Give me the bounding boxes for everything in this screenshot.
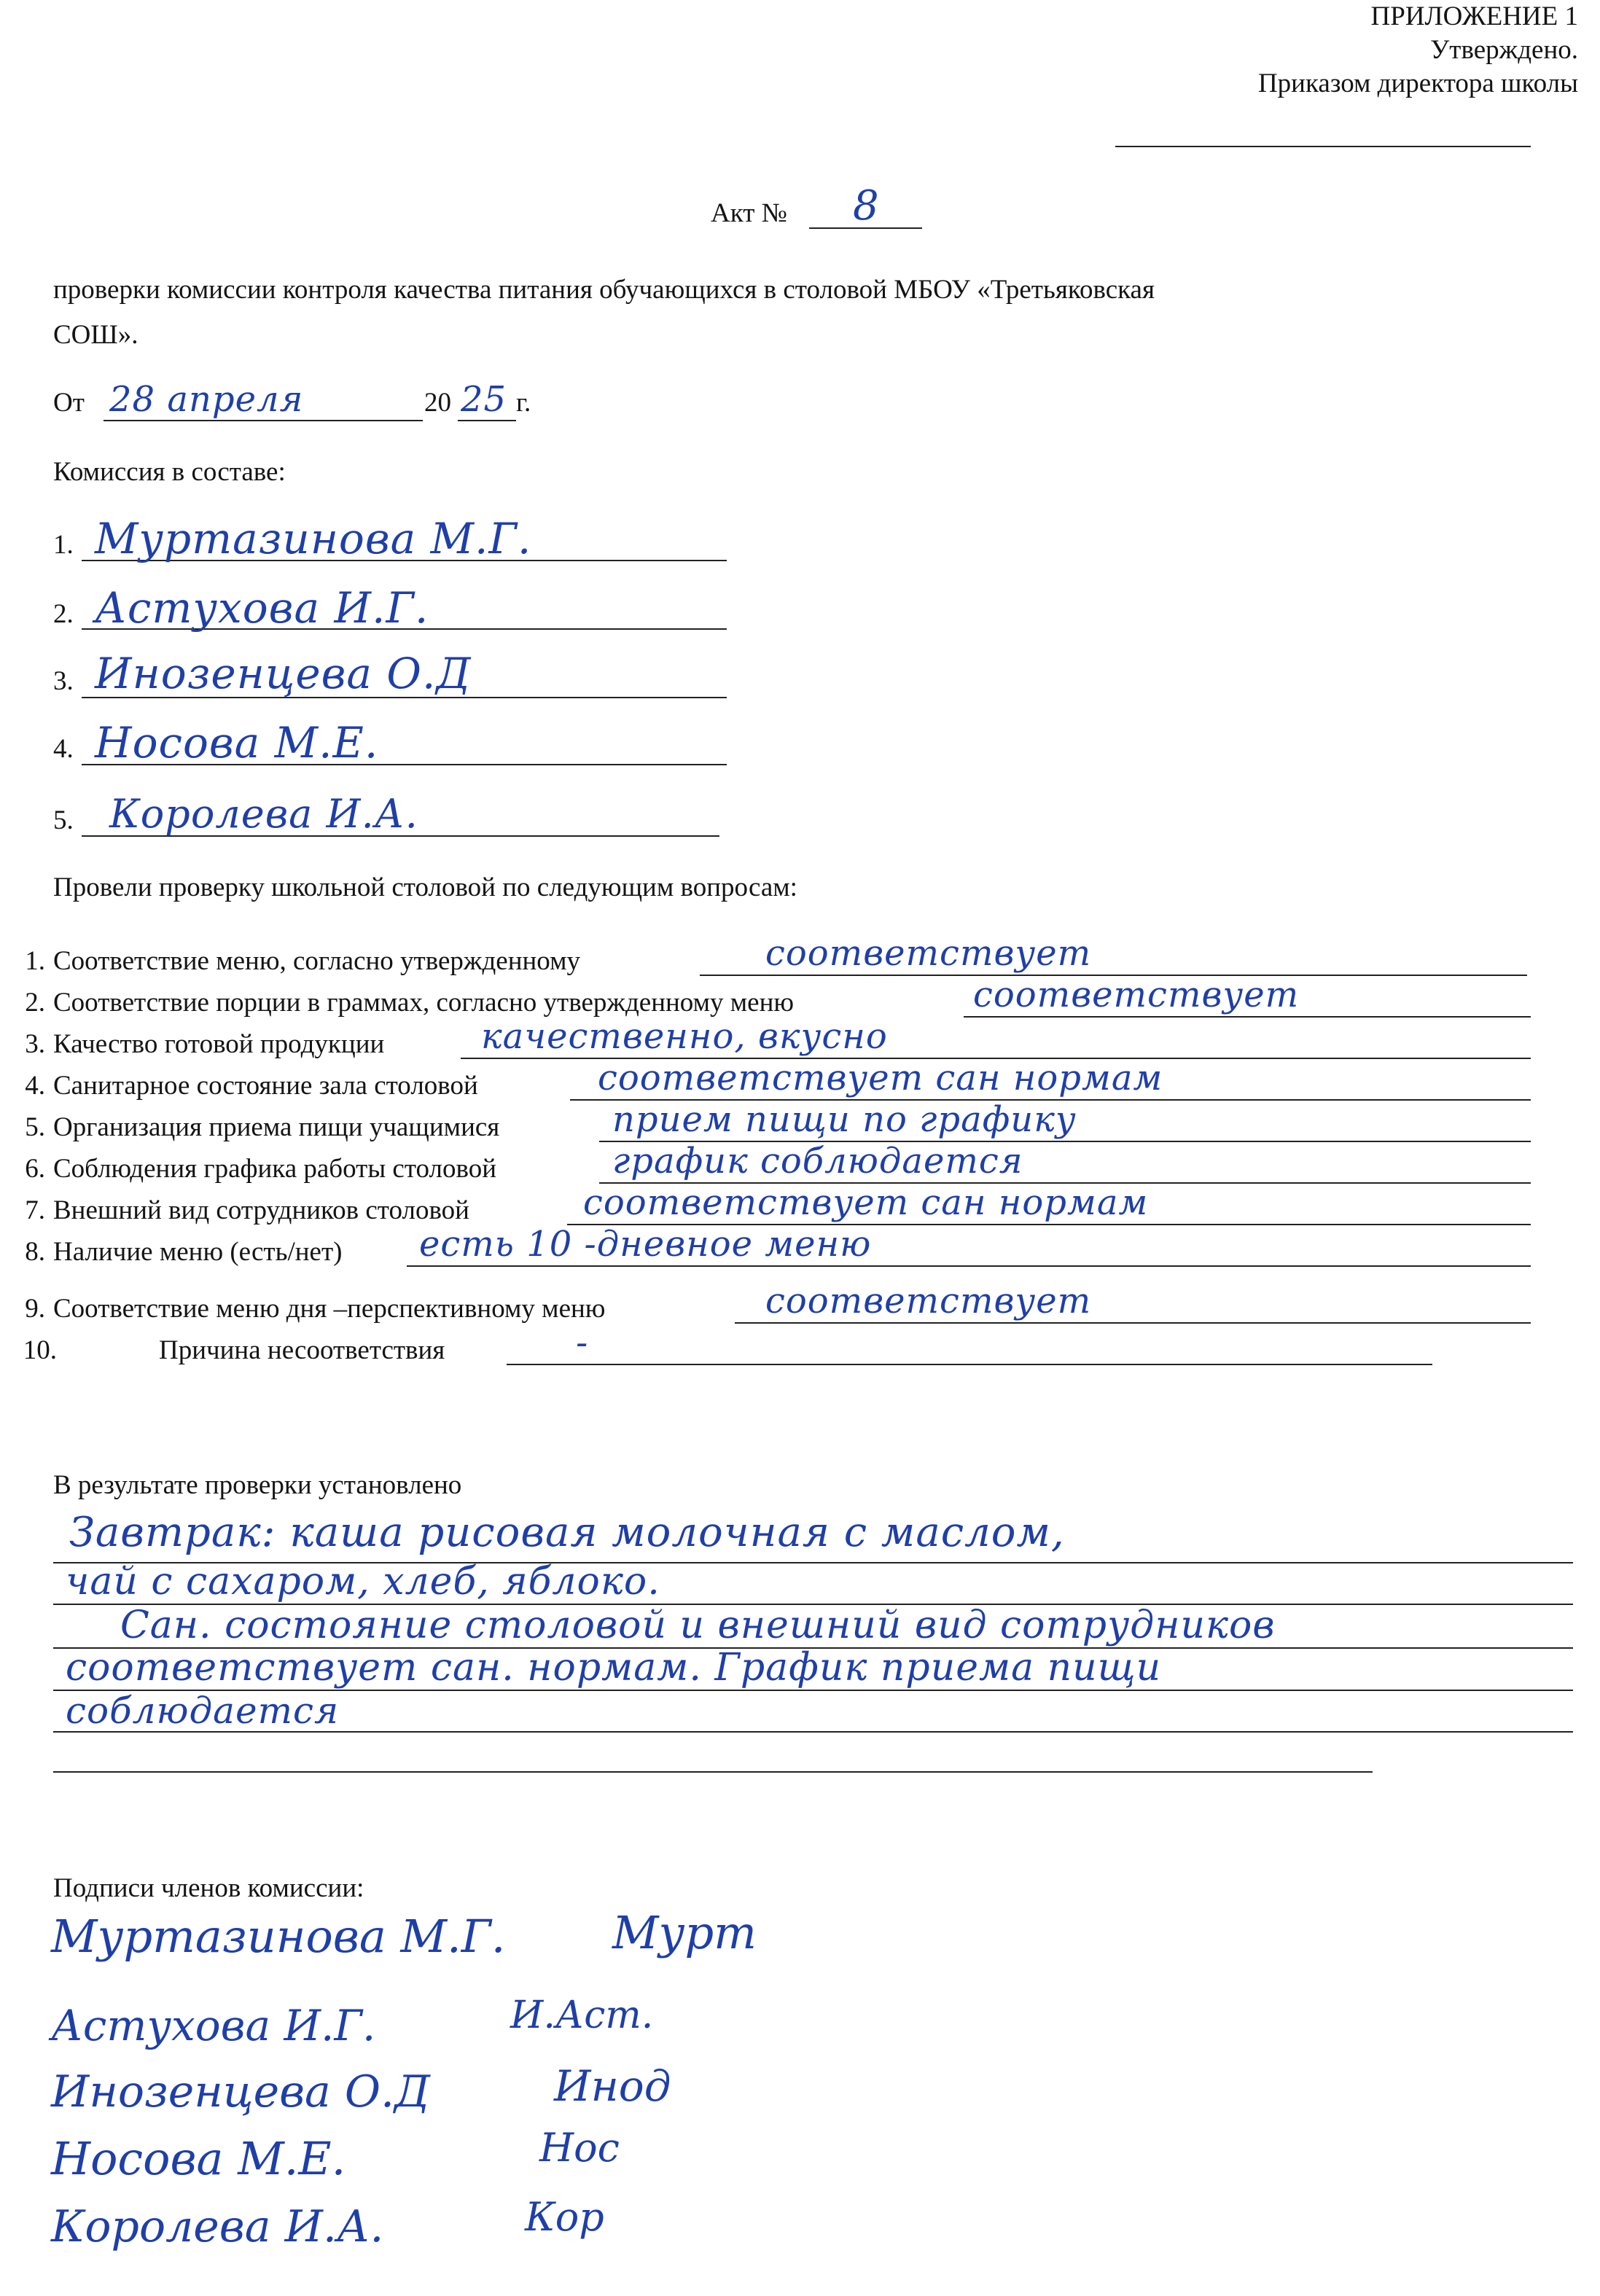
- date-year-line: [458, 420, 516, 421]
- check-num: 8.: [25, 1237, 45, 1267]
- check-question: Соответствие меню дня –перспективному меню: [53, 1294, 606, 1324]
- check-question: Внешний вид сотрудников столовой: [53, 1195, 469, 1225]
- commission-title: Комиссия в составе:: [53, 457, 286, 487]
- member-name: Носова М.Е.: [95, 718, 379, 768]
- check-answer-line: [507, 1364, 1432, 1365]
- check-answer-line: [407, 1265, 1531, 1267]
- member-num: 1.: [53, 530, 74, 560]
- intro-line-1: проверки комиссии контроля качества питания обучающихся в столовой МБОУ «Третьяковская: [53, 275, 1155, 305]
- signature-mark: И.Аст.: [510, 1994, 654, 2037]
- signature-name: Носова М.Е.: [51, 2132, 346, 2185]
- check-question: Качество готовой продукции: [53, 1029, 385, 1059]
- signature-name: Королева И.А.: [51, 2201, 384, 2252]
- date-year-suffix: 25: [461, 379, 507, 420]
- check-answer: качественно, вкусно: [481, 1016, 888, 1057]
- check-num: 5.: [25, 1112, 45, 1142]
- member-name: Инозенцева О.Д: [95, 649, 472, 698]
- check-num: 10.: [23, 1335, 57, 1365]
- act-number: 8: [853, 182, 880, 230]
- check-question: Соответствие меню, согласно утвержденному: [53, 946, 581, 976]
- member-num: 4.: [53, 734, 74, 764]
- act-label: Акт №: [711, 198, 787, 228]
- check-question: Причина несоответствия: [159, 1335, 445, 1365]
- check-question: Организация приема пищи учащимися: [53, 1112, 500, 1142]
- member-num: 3.: [53, 666, 74, 696]
- check-answer: соответствует сан нормам: [583, 1182, 1149, 1223]
- signature-name: Муртазинова М.Г.: [51, 1910, 506, 1963]
- date-day-month: 28 апреля: [109, 379, 304, 420]
- result-text: соблюдается: [66, 1690, 340, 1732]
- result-text: Сан. состояние столовой и внешний вид сотрудников: [120, 1604, 1276, 1647]
- check-answer: прием пищи по графику: [612, 1099, 1077, 1140]
- signature-mark: Инод: [554, 2061, 671, 2111]
- signature-mark: Нос: [539, 2125, 620, 2171]
- check-question: Соблюдения графика работы столовой: [53, 1154, 497, 1184]
- check-num: 4.: [25, 1071, 45, 1101]
- header-block: [1258, 0, 1578, 101]
- check-answer: соответствует: [765, 933, 1092, 974]
- result-title: В результате проверки установлено: [53, 1470, 462, 1500]
- check-num: 2.: [25, 988, 45, 1018]
- check-num: 9.: [25, 1294, 45, 1324]
- check-question: Наличие меню (есть/нет): [53, 1237, 343, 1267]
- check-answer: соответствует: [973, 975, 1300, 1015]
- signature-mark: Кор: [525, 2194, 604, 2240]
- check-num: 3.: [25, 1029, 45, 1059]
- result-line: [53, 1771, 1373, 1773]
- member-name: Астухова И.Г.: [95, 583, 429, 633]
- check-num: 7.: [25, 1195, 45, 1225]
- check-answer: график соблюдается: [612, 1141, 1023, 1182]
- check-answer-line: [735, 1322, 1531, 1324]
- approved-label: Утверждено.: [1430, 35, 1578, 65]
- signature-mark: Мурт: [612, 1906, 757, 1959]
- member-num: 5.: [53, 805, 74, 835]
- checks-title: Провели проверку школьной столовой по следующим вопросам:: [53, 872, 797, 902]
- check-answer: соответствует: [765, 1281, 1092, 1321]
- result-text: Завтрак: каша рисовая молочная с маслом,: [69, 1509, 1065, 1556]
- intro-line-2: СОШ».: [53, 320, 138, 350]
- check-num: 6.: [25, 1154, 45, 1184]
- date-prefix: От: [53, 388, 85, 418]
- act-title: [711, 197, 787, 230]
- check-question: Соответствие порции в граммах, согласно утвержденному меню: [53, 988, 795, 1018]
- check-answer: -: [576, 1322, 589, 1363]
- director-signature-line: [1115, 146, 1531, 147]
- check-answer-line: [964, 1016, 1531, 1018]
- date-day-line: [104, 420, 423, 421]
- signatures-title: Подписи членов комиссии:: [53, 1873, 364, 1903]
- appendix-label: ПРИЛОЖЕНИЕ 1: [1370, 1, 1578, 31]
- result-text: соответствует сан. нормам. График приема пищи: [66, 1646, 1162, 1690]
- order-label: Приказом директора школы: [1257, 69, 1578, 98]
- member-name: Королева И.А.: [109, 791, 418, 837]
- result-text: чай с сахаром, хлеб, яблоко.: [66, 1560, 660, 1604]
- member-num: 2.: [53, 599, 74, 629]
- signature-name: Инозенцева О.Д: [51, 2066, 430, 2117]
- check-answer: есть 10 -дневное меню: [419, 1224, 872, 1265]
- check-num: 1.: [25, 946, 45, 976]
- check-answer: соответствует сан нормам: [598, 1058, 1163, 1098]
- member-name: Муртазинова М.Г.: [95, 514, 532, 563]
- signature-name: Астухова И.Г.: [51, 2001, 376, 2050]
- date-year-end: г.: [516, 388, 531, 418]
- check-question: Санитарное состояние зала столовой: [53, 1071, 478, 1101]
- date-year-prefix: 20: [424, 388, 451, 418]
